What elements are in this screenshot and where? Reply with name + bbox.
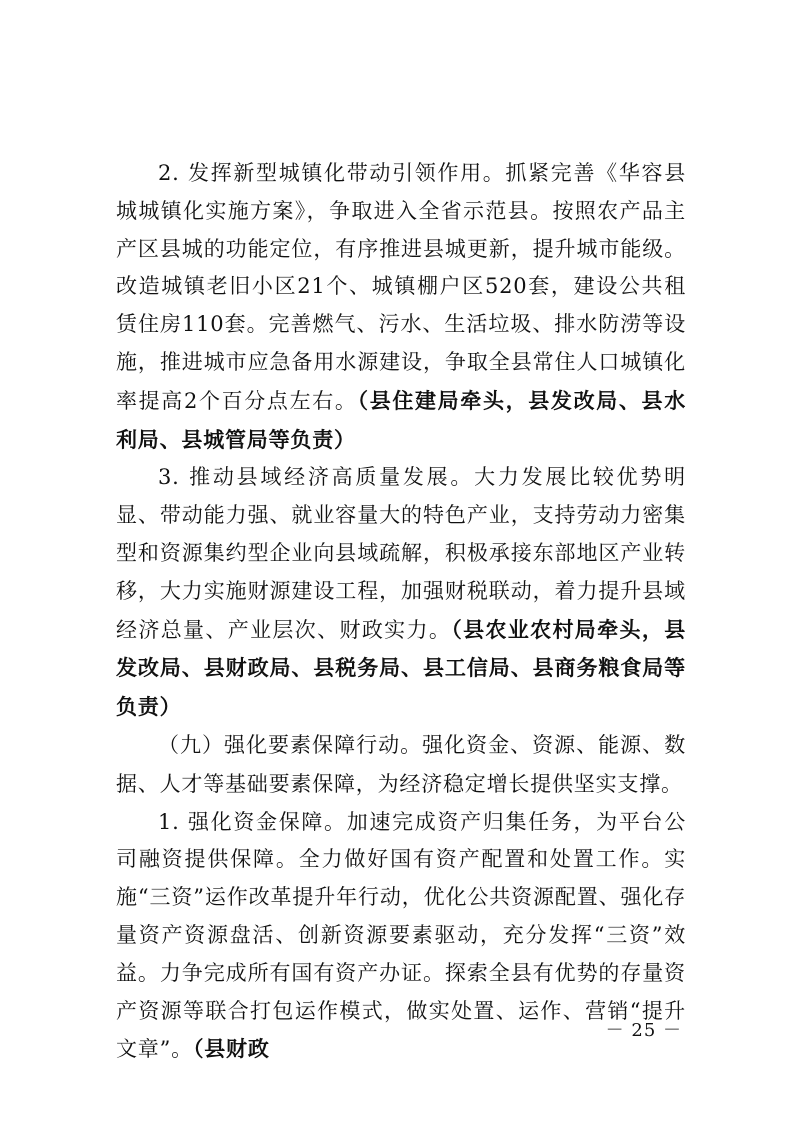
responsible-units: （县住建局牵头，县发改局、县水利局、县城管局等负责） xyxy=(116,387,686,452)
paragraph-text: 2. 发挥新型城镇化带动引领作用。抓紧完善《华容县城城镇化实施方案》，争取进入全省示范县。按照农产品主产区县城的功能定位，有序推进县城更新，提升城市能级。改造城镇老旧小区21个、城镇棚户区520套，建设公共租赁住房110套。完善燃气、污水、生活垃圾、排水防涝等设施，推进城市应急备用水源建设，争取全县常住人口城镇化率提高2个百分点左右。 xyxy=(116,161,686,413)
document-body xyxy=(116,155,686,1069)
responsible-units: （县财政 xyxy=(192,1036,270,1062)
paragraph-text: 1. 强化资金保障。加速完成资产归集任务，为平台公司融资提供保障。全力做好国有资产配置和处置工作。实施“三资”运作改革提升年行动，优化公共资源配置、强化存量资产资源盘活、创新资源要素驱动，充分发挥“三资”效益。力争完成所有国有资产办证。探索全县有优势的存量资产资源等联合打包运作模式，做实处置、运作、营销“提升文章”。 xyxy=(116,809,686,1062)
page-number: － 25 － xyxy=(605,1020,682,1041)
paragraph-county-economy xyxy=(116,459,686,727)
responsible-units: （县农业农村局牵头，县发改局、县财政局、县税务局、县工信局、县商务粮食局等负责） xyxy=(116,616,686,720)
paragraph-text: （九）强化要素保障行动。强化资金、资源、能源、数据、人才等基础要素保障，为经济稳定增长提供坚实支撑。 xyxy=(116,732,686,796)
paragraph-factor-guarantee xyxy=(116,727,686,804)
paragraph-urbanization xyxy=(116,155,686,459)
paragraph-text: 3. 推动县域经济高质量发展。大力发展比较优势明显、带动能力强、就业容量大的特色产业，支持劳动力密集型和资源集约型企业向县域疏解，积极承接东部地区产业转移，大力实施财源建设工程，加强财税联动，着力提升县域经济总量、产业层次、财政实力。 xyxy=(116,465,686,642)
paragraph-funding-guarantee xyxy=(116,804,686,1070)
